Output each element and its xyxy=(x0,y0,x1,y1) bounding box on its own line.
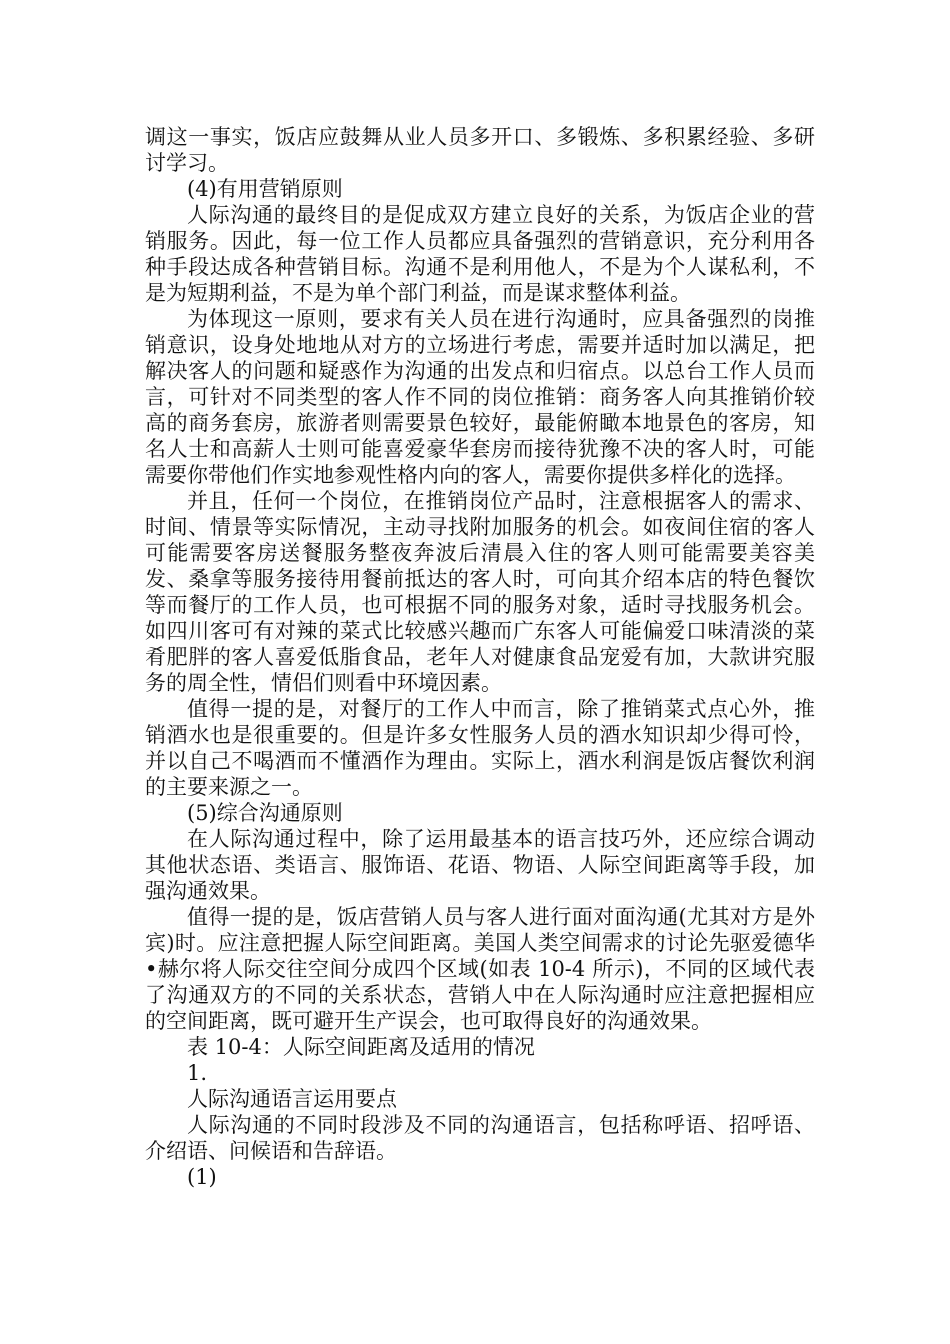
paragraph-personal-space: 值得一提的是，饭店营销人员与客人进行面对面沟通(尤其对方是外宾)时。应注意把握人际空间距离。美国人类空间需求的讨论先驱爱德华•赫尔将人际交往空间分成四个区域(如表 10-4 所示)，不同的区域代表了沟通双方的不同的关系状态，营销人中在人际沟通时应注意把握相应的空间距离，既可避开生产误会，也可取得良好的沟通效果。 xyxy=(145,905,815,1033)
paragraph-comprehensive-means: 在人际沟通过程中，除了运用最基本的语言技巧外，还应综合调动其他状态语、类语言、服饰语、花语、物语、人际空间距离等手段，加强沟通效果。 xyxy=(145,827,815,903)
paragraph-marketing-goal: 人际沟通的最终目的是促成双方建立良好的关系，为饭店企业的营销服务。因此，每一位工作人员都应具备强烈的营销意识，充分利用各种手段达成各种营销目标。沟通不是利用他人，不是为个人谋私利，不是为短期利益，不是为单个部门利益，而是谋求整体利益。 xyxy=(145,203,815,305)
paragraph-language-types: 人际沟通的不同时段涉及不同的沟通语言，包括称呼语、招呼语、介绍语、问候语和告辞语。 xyxy=(145,1113,815,1163)
table-caption: 表 10-4：人际空间距离及适用的情况 xyxy=(187,1035,535,1059)
section-heading-5: (5)综合沟通原则 xyxy=(187,801,343,825)
list-number-1: 1. xyxy=(187,1061,208,1085)
paragraph-continuation: 调这一事实，饭店应鼓舞从业人员多开口、多锻炼、多积累经验、多研讨学习。 xyxy=(145,125,815,175)
document-page xyxy=(145,124,815,1190)
section-heading-language: 人际沟通语言运用要点 xyxy=(187,1087,397,1111)
paragraph-sales-awareness: 为体现这一原则，要求有关人员在进行沟通时，应具备强烈的岗推销意识，设身处地地从对方的立场进行考虑，需要并适时加以满足，把解决客人的问题和疑惑作为沟通的出发点和归宿点。以总台工作人员而言，可针对不同类型的客人作不同的岗位推销：商务客人向其推销价较高的商务套房，旅游者则需要景色较好，最能俯瞰本地景色的客房，知名人士和高薪人士则可能喜爱豪华套房而接待犹豫不决的客人时，可能需要你带他们作实地参观性格内向的客人，需要你提供多样化的选择。 xyxy=(145,307,815,487)
paragraph-additional-service: 并且，任何一个岗位，在推销岗位产品时，注意根据客人的需求、时间、情景等实际情况，主动寻找附加服务的机会。如夜间住宿的客人可能需要客房送餐服务整夜奔波后清晨入住的客人则可能需要美容美发、桑拿等服务接待用餐前抵达的客人时，可向其介绍本店的特色餐饮等而餐厅的工作人员，也可根据不同的服务对象，适时寻找服务机会。如四川客可有对辣的菜式比较感兴趣而广东客人可能偏爱口味清淡的菜肴肥胖的客人喜爱低脂食品，老年人对健康食品宠爱有加，大款讲究服务的周全性，情侣们则看中环境因素。 xyxy=(145,489,815,695)
list-number-paren-1: (1) xyxy=(187,1165,217,1189)
paragraph-beverage-sales: 值得一提的是，对餐厅的工作人中而言，除了推销菜式点心外，推销酒水也是很重要的。但是许多女性服务人员的酒水知识却少得可怜，并以自己不喝酒而不懂酒作为理由。实际上，酒水利润是饭店餐饮利润的主要来源之一。 xyxy=(145,697,815,799)
section-heading-4: (4)有用营销原则 xyxy=(187,177,343,201)
